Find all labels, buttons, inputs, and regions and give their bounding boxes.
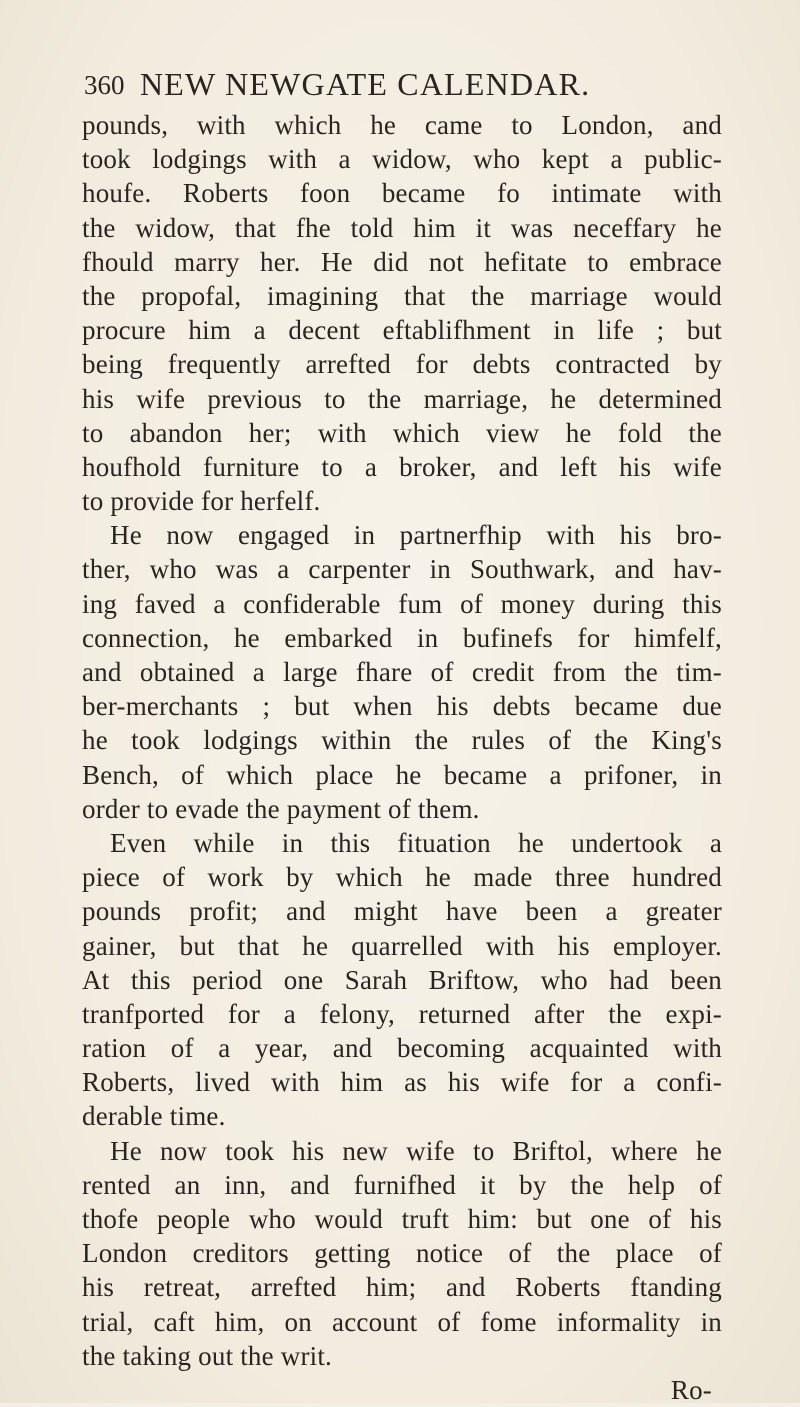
- text-line: houfhold furniture to a broker, and left his wife: [82, 451, 722, 482]
- text-line: trial, caft him, on account of fome informality in: [82, 1306, 722, 1337]
- text-line: procure him a decent eftablifhment in life ; but: [82, 315, 722, 346]
- text-line: and obtained a large fhare of credit from the tim-: [82, 657, 722, 687]
- text-line: the propofal, imagining that the marriage would: [82, 280, 722, 311]
- text-line: being frequently arrefted for debts contracted by: [82, 349, 722, 380]
- text-line: took lodgings with a widow, who kept a public-: [82, 144, 722, 175]
- text-line: thofe people who would truft him: but one of his: [82, 1204, 722, 1234]
- text-line: the taking out the writ.: [82, 1340, 333, 1371]
- text-line: he took lodgings within the rules of the King's: [82, 725, 722, 756]
- text-line: pounds, with which he came to London, and: [82, 110, 722, 140]
- text-line: Even while in this fituation he undertook a: [110, 827, 722, 858]
- text-line: Bench, of which place he became a prifoner, in: [82, 759, 722, 790]
- text-line: piece of work by which he made three hundred: [82, 862, 722, 893]
- text-line: pounds profit; and might have been a greater: [82, 896, 722, 927]
- text-line: London creditors getting notice of the place of: [82, 1238, 722, 1269]
- body-text: [82, 108, 722, 1407]
- text-line: gainer, but that he quarrelled with his employer.: [82, 930, 722, 961]
- text-line: connection, he embarked in bufinefs for himfelf,: [82, 622, 722, 653]
- text-line: He now took his new wife to Briftol, where he: [110, 1135, 722, 1166]
- page-number: 360: [84, 70, 125, 100]
- catchword: Ro-: [670, 1374, 712, 1405]
- running-title: NEW NEWGATE CALENDAR.: [140, 66, 591, 102]
- text-line: his wife previous to the marriage, he determined: [82, 383, 722, 414]
- text-line: his retreat, arrefted him; and Roberts ftanding: [82, 1272, 722, 1303]
- text-line: tranfported for a felony, returned after the expi-: [82, 998, 722, 1029]
- text-line: Roberts, lived with him as his wife for a confi-: [82, 1067, 722, 1098]
- page-header: [84, 62, 704, 106]
- text-line: ber-merchants ; but when his debts became due: [82, 691, 722, 722]
- text-line: to abandon her; with which view he fold the: [82, 417, 722, 448]
- text-line: ration of a year, and becoming acquainted with: [82, 1033, 722, 1064]
- text-line: order to evade the payment of them.: [82, 793, 480, 824]
- text-line: derable time.: [82, 1101, 226, 1132]
- text-line: houfe. Roberts foon became fo intimate with: [82, 178, 722, 209]
- text-line: ther, who was a carpenter in Southwark, and hav-: [82, 554, 722, 585]
- text-line: the widow, that fhe told him it was neceffary he: [82, 212, 722, 243]
- text-line: rented an inn, and furnifhed it by the help of: [82, 1169, 722, 1200]
- text-line: At this period one Sarah Briftow, who had been: [82, 964, 722, 995]
- text-line: to provide for herfelf.: [82, 486, 321, 517]
- text-line: He now engaged in partnerfhip with his bro-: [110, 520, 722, 551]
- text-line: fhould marry her. He did not hefitate to embrace: [82, 246, 722, 277]
- text-line: ing faved a confiderable fum of money during this: [82, 588, 722, 619]
